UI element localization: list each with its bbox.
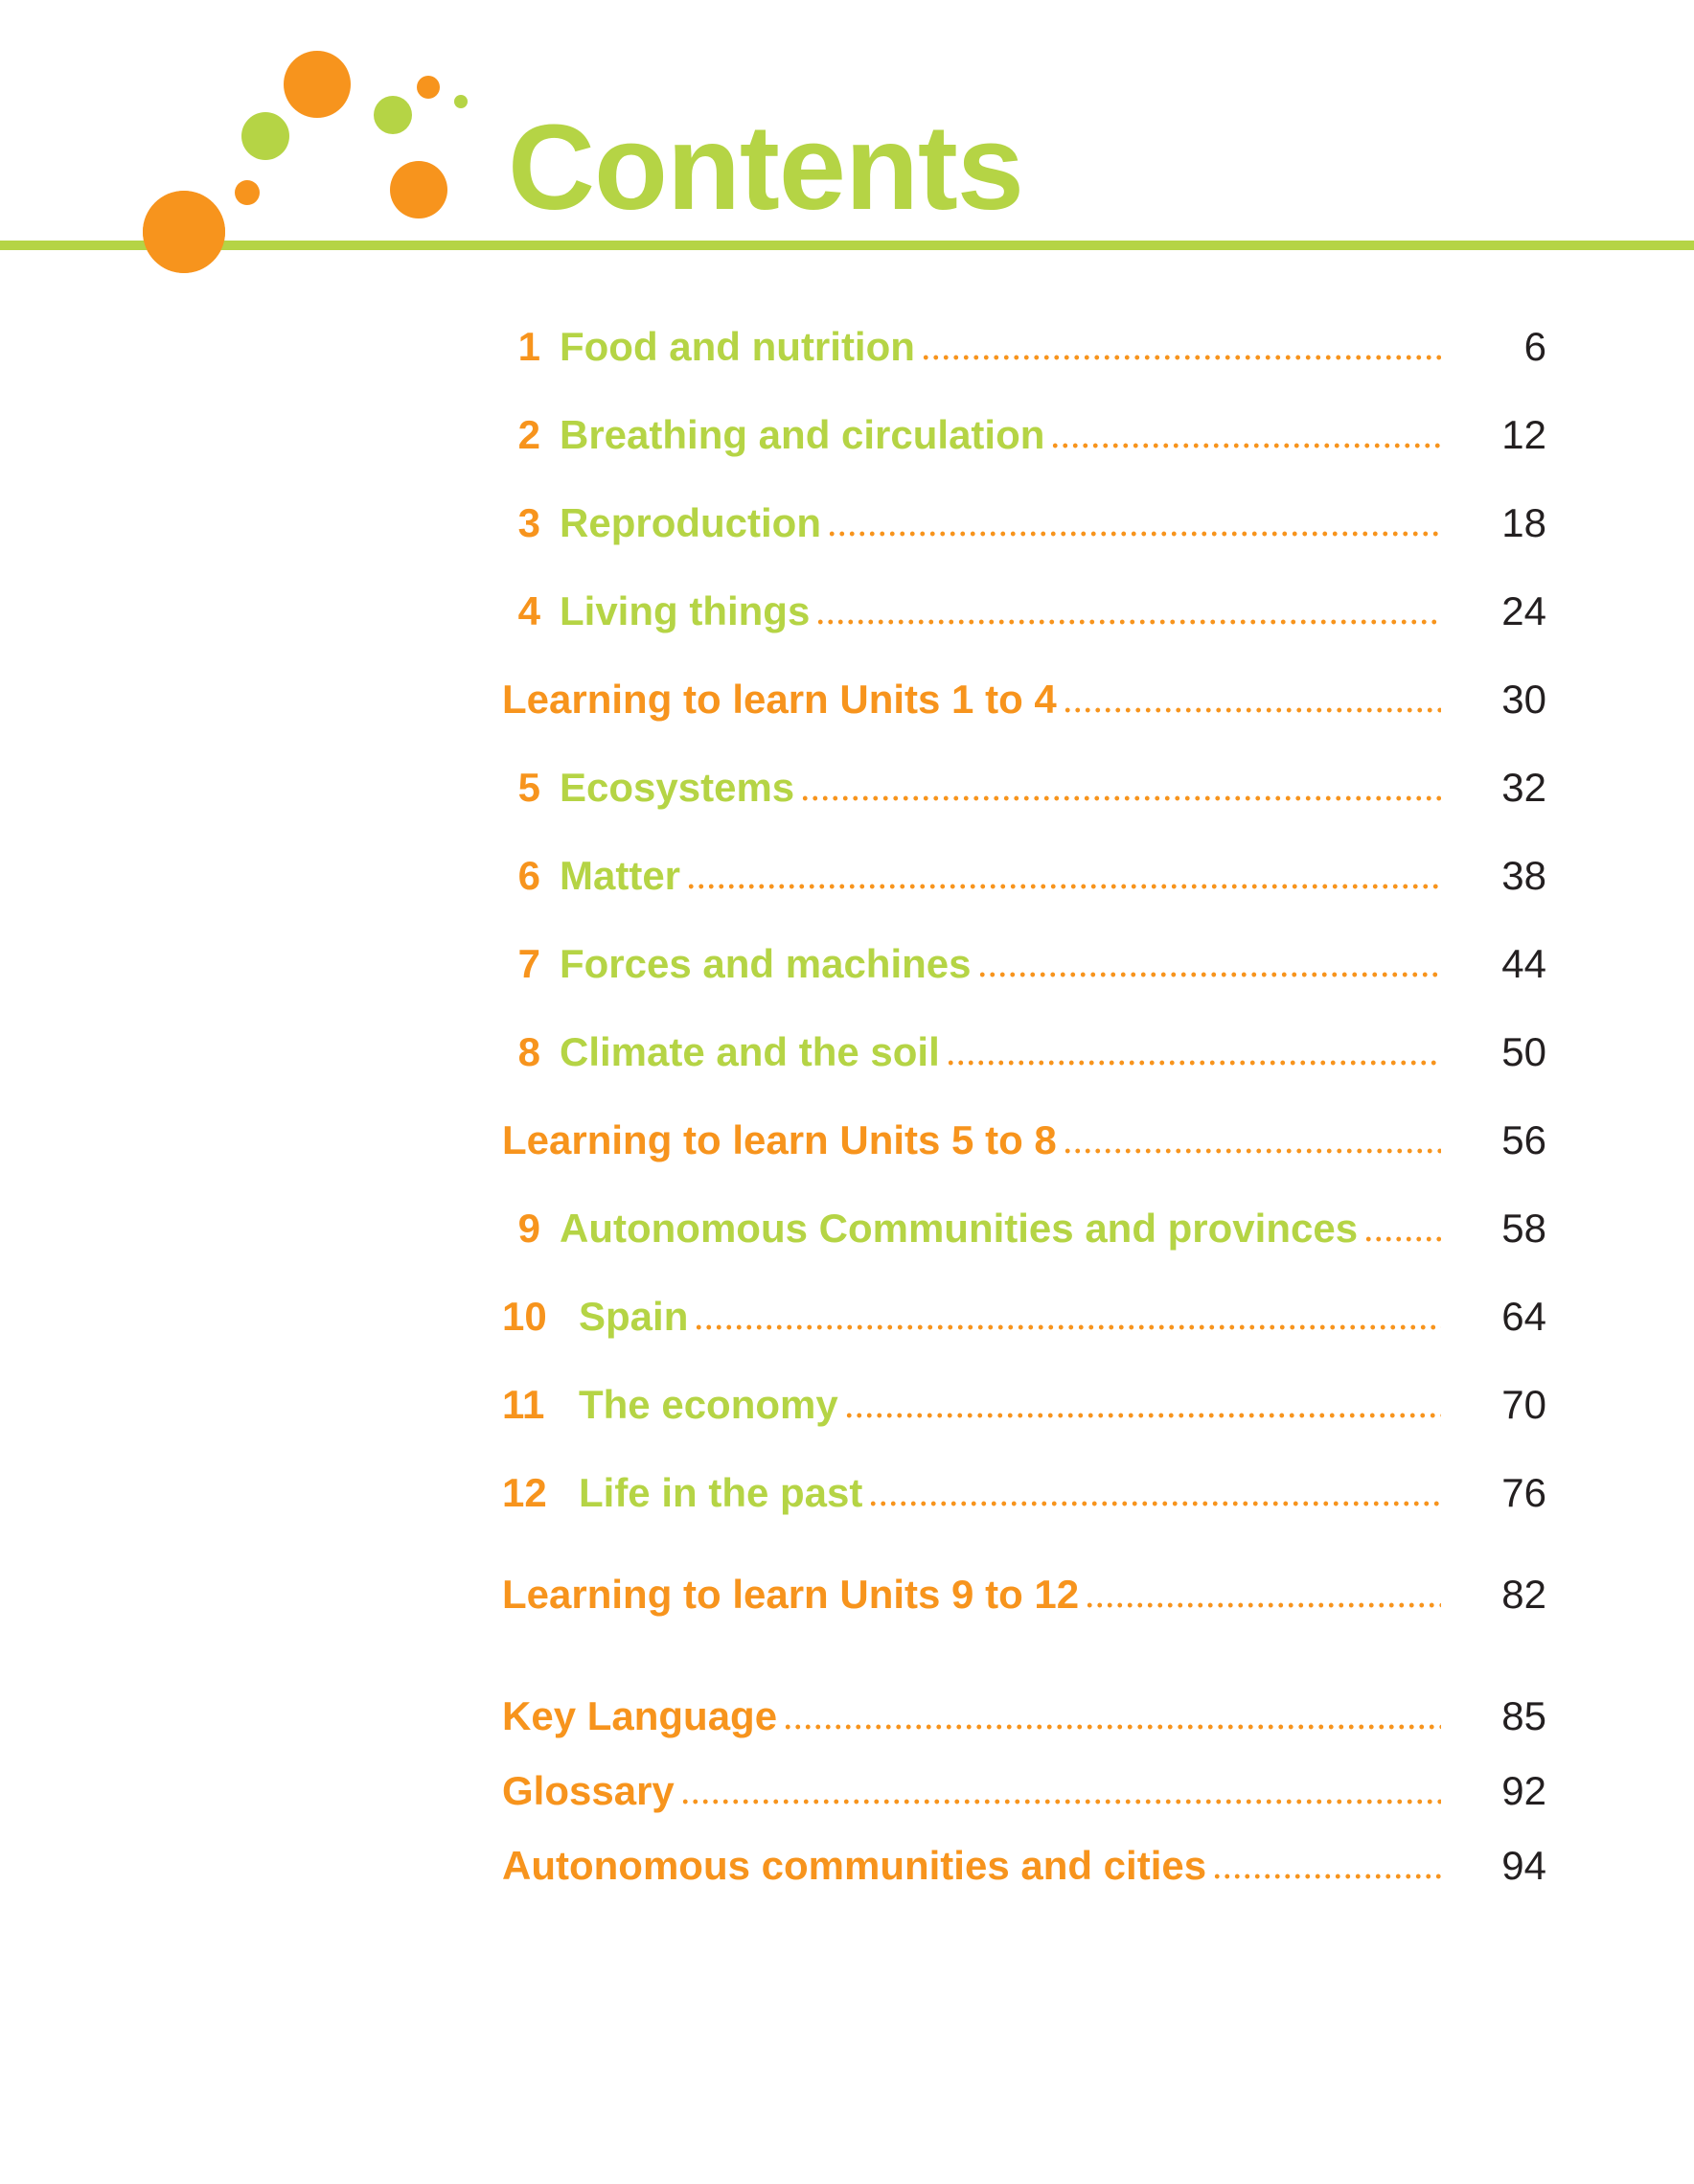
dot-leader: [1050, 440, 1441, 451]
unit-number: 1: [517, 324, 540, 369]
section-title: Autonomous communities and cities: [502, 1843, 1207, 1888]
unit-number: 10: [502, 1294, 547, 1339]
dot-leader: [946, 1057, 1441, 1069]
toc-entry-unit-1[interactable]: [502, 318, 1546, 376]
page-number: 76: [1501, 1470, 1546, 1515]
unit-number: 7: [517, 941, 540, 986]
dot-leader: [1063, 704, 1441, 716]
toc-entry-learning-3[interactable]: [502, 1566, 1546, 1623]
section-title: Learning to learn Units 9 to 12: [502, 1572, 1080, 1617]
unit-number: 5: [517, 765, 540, 810]
unit-title: Reproduction: [560, 500, 821, 545]
unit-number: 8: [517, 1029, 540, 1074]
section-title: Key Language: [502, 1693, 778, 1738]
section-title: Glossary: [502, 1768, 675, 1813]
unit-number: 6: [517, 853, 540, 898]
unit-title: Ecosystems: [560, 765, 795, 810]
dot-leader: [680, 1796, 1441, 1807]
page-number: 32: [1501, 765, 1546, 810]
dot-leader: [1085, 1599, 1441, 1611]
page-number: 94: [1501, 1843, 1546, 1888]
toc-entry-unit-3[interactable]: [502, 494, 1546, 552]
page-number: 38: [1501, 853, 1546, 898]
dot-leader: [844, 1410, 1441, 1421]
toc-entry-unit-11[interactable]: [502, 1376, 1546, 1434]
toc-entry-unit-4[interactable]: [502, 583, 1546, 640]
toc-entry-unit-12[interactable]: [502, 1464, 1546, 1522]
page-number: 44: [1501, 941, 1546, 986]
dot-leader: [686, 881, 1441, 892]
page-number: 92: [1501, 1768, 1546, 1813]
page-number: 82: [1501, 1572, 1546, 1617]
unit-title: Forces and machines: [560, 941, 972, 986]
unit-title: Matter: [560, 853, 681, 898]
toc-entry-glossary[interactable]: [502, 1762, 1546, 1820]
page-number: 24: [1501, 588, 1546, 633]
dot-leader: [977, 969, 1442, 980]
unit-number: 4: [517, 588, 540, 633]
unit-title: Autonomous Communities and provinces: [560, 1206, 1359, 1251]
dot-leader: [783, 1721, 1441, 1733]
page-number: 18: [1501, 500, 1546, 545]
toc-entry-unit-8[interactable]: [502, 1023, 1546, 1081]
unit-title: Breathing and circulation: [560, 412, 1045, 457]
section-title: Learning to learn Units 1 to 4: [502, 677, 1057, 722]
toc-entry-unit-9[interactable]: [502, 1200, 1546, 1257]
unit-number: 12: [502, 1470, 547, 1515]
dot-leader: [868, 1498, 1441, 1509]
page-number: 58: [1501, 1206, 1546, 1251]
page-number: 56: [1501, 1117, 1546, 1162]
toc-entry-unit-6[interactable]: [502, 847, 1546, 905]
dot-leader: [1212, 1871, 1441, 1882]
dot-leader: [694, 1322, 1441, 1333]
toc-entry-unit-5[interactable]: [502, 759, 1546, 816]
dot-leader: [1363, 1233, 1441, 1245]
unit-title: Life in the past: [579, 1470, 863, 1515]
toc-entry-unit-2[interactable]: [502, 406, 1546, 464]
unit-title: Food and nutrition: [560, 324, 915, 369]
dot-leader: [921, 352, 1441, 363]
dot-leader: [827, 528, 1441, 540]
toc-entry-autonomous-communities[interactable]: [502, 1837, 1546, 1895]
page-number: 6: [1523, 324, 1546, 369]
dot-leader: [815, 616, 1441, 628]
unit-title: The economy: [579, 1382, 838, 1427]
dot-leader: [1063, 1145, 1441, 1157]
unit-title: Spain: [579, 1294, 689, 1339]
page-number: 70: [1501, 1382, 1546, 1427]
section-title: Learning to learn Units 5 to 8: [502, 1117, 1057, 1162]
page-title: Contents: [508, 100, 1023, 235]
toc-entry-key-language[interactable]: [502, 1688, 1546, 1745]
unit-title: Climate and the soil: [560, 1029, 940, 1074]
unit-number: 11: [502, 1382, 545, 1427]
page-number: 85: [1501, 1693, 1546, 1738]
toc-entry-unit-7[interactable]: [502, 935, 1546, 993]
unit-number: 3: [517, 500, 540, 545]
page-number: 30: [1501, 677, 1546, 722]
dot-leader: [800, 793, 1441, 804]
toc-entry-unit-10[interactable]: [502, 1288, 1546, 1345]
unit-number: 9: [517, 1206, 540, 1251]
toc-entry-learning-2[interactable]: [502, 1112, 1546, 1169]
page-number: 12: [1501, 412, 1546, 457]
toc-entry-learning-1[interactable]: [502, 671, 1546, 728]
unit-title: Living things: [560, 588, 811, 633]
page-number: 64: [1501, 1294, 1546, 1339]
unit-number: 2: [517, 412, 540, 457]
page-number: 50: [1501, 1029, 1546, 1074]
